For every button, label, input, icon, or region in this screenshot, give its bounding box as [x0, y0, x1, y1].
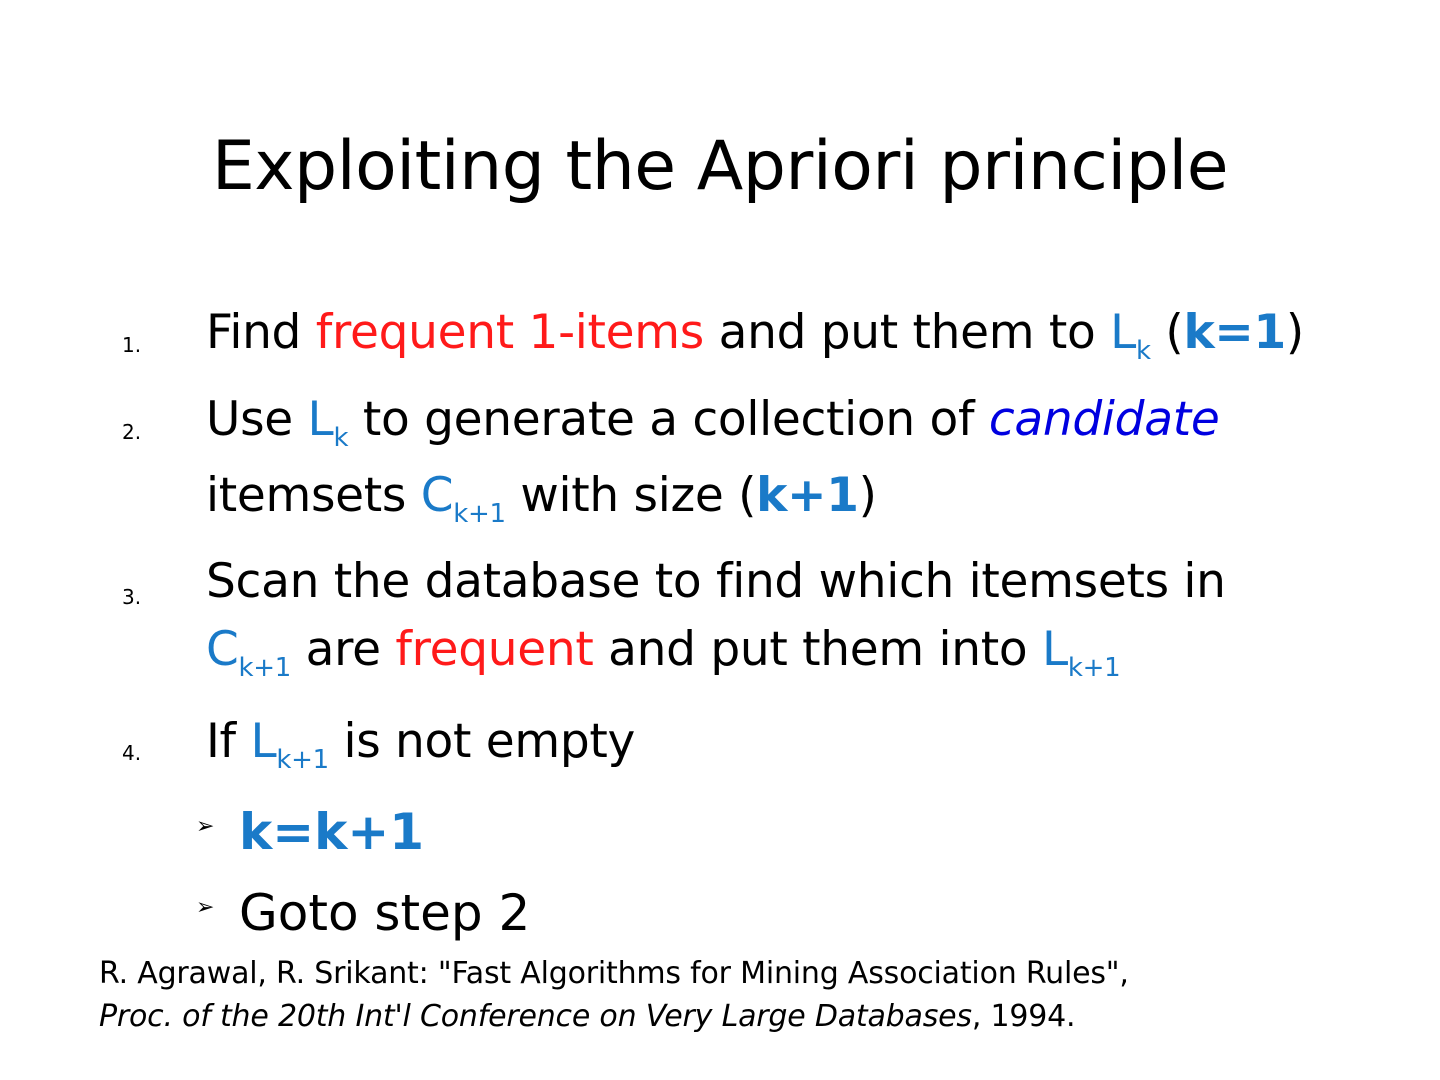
step-2-text-part: itemsets	[206, 468, 421, 523]
step-3-text-part: and put them into	[593, 622, 1042, 677]
slide-title: Exploiting the Apriori principle	[211, 127, 1229, 206]
step-3-text	[206, 548, 1226, 684]
reference-line-1: R. Agrawal, R. Srikant: "Fast Algorithms for Mining Association Rules",	[99, 956, 1129, 991]
set-symbol: L	[1110, 305, 1137, 360]
step-2-set-L	[307, 392, 349, 453]
set-subscript: k	[1136, 336, 1151, 366]
arrow-bullet-icon: ➢	[196, 814, 215, 839]
reference-line-2	[99, 997, 1075, 1037]
step-1-text-part: and put them to	[703, 305, 1111, 360]
step-2-candidate: candidate	[988, 392, 1220, 447]
bullet-k-increment: k=k+1	[239, 803, 425, 861]
reference-year: , 1994.	[971, 999, 1076, 1034]
set-subscript: k	[333, 423, 349, 453]
step-4-number: 4.	[122, 741, 142, 765]
step-4-text-part: is not empty	[328, 714, 636, 769]
step-2-text-part: with size (	[505, 468, 757, 523]
step-3-set-C	[206, 622, 292, 683]
reference-venue: Proc. of the 20th Int'l Conference on Very Large Databases	[99, 999, 972, 1034]
step-2-set-C	[420, 468, 506, 529]
set-symbol: L	[250, 714, 277, 769]
step-3-text-part: Scan the database to find which itemsets in	[206, 554, 1226, 609]
step-2-text-part: to generate a collection of	[348, 392, 989, 447]
step-4-text	[206, 704, 635, 780]
step-3-number: 3.	[122, 585, 142, 609]
step-1-text-part: Find	[206, 305, 316, 360]
step-2-text-part: )	[858, 468, 877, 523]
step-1-k-value: k=1	[1183, 305, 1286, 360]
step-2-text	[206, 382, 1219, 534]
set-subscript: k+1	[276, 745, 329, 775]
step-1-number: 1.	[122, 333, 142, 357]
step-2-text-part: Use	[206, 392, 308, 447]
step-1-set-L	[1110, 305, 1151, 366]
set-symbol: C	[206, 622, 239, 677]
step-3-text-part: are	[291, 622, 396, 677]
set-subscript: k+1	[1067, 653, 1121, 683]
step-1-frequent-items: frequent 1-items	[315, 305, 704, 360]
step-1-text-part: (	[1150, 305, 1184, 360]
step-1-text	[206, 295, 1304, 371]
arrow-bullet-icon: ➢	[196, 895, 215, 920]
bullet-goto-step: Goto step 2	[239, 884, 531, 942]
step-4-text-part: If	[206, 714, 251, 769]
step-3-set-L	[1041, 622, 1121, 683]
step-4-set-L	[250, 714, 329, 775]
set-subscript: k+1	[238, 653, 292, 683]
set-symbol: C	[420, 468, 454, 523]
set-symbol: L	[307, 392, 334, 447]
step-3-frequent: frequent	[395, 622, 594, 677]
step-1-text-part: )	[1285, 305, 1304, 360]
step-2-k-value: k+1	[756, 468, 859, 523]
set-symbol: L	[1041, 622, 1068, 677]
set-subscript: k+1	[453, 499, 506, 529]
step-2-number: 2.	[122, 420, 142, 444]
